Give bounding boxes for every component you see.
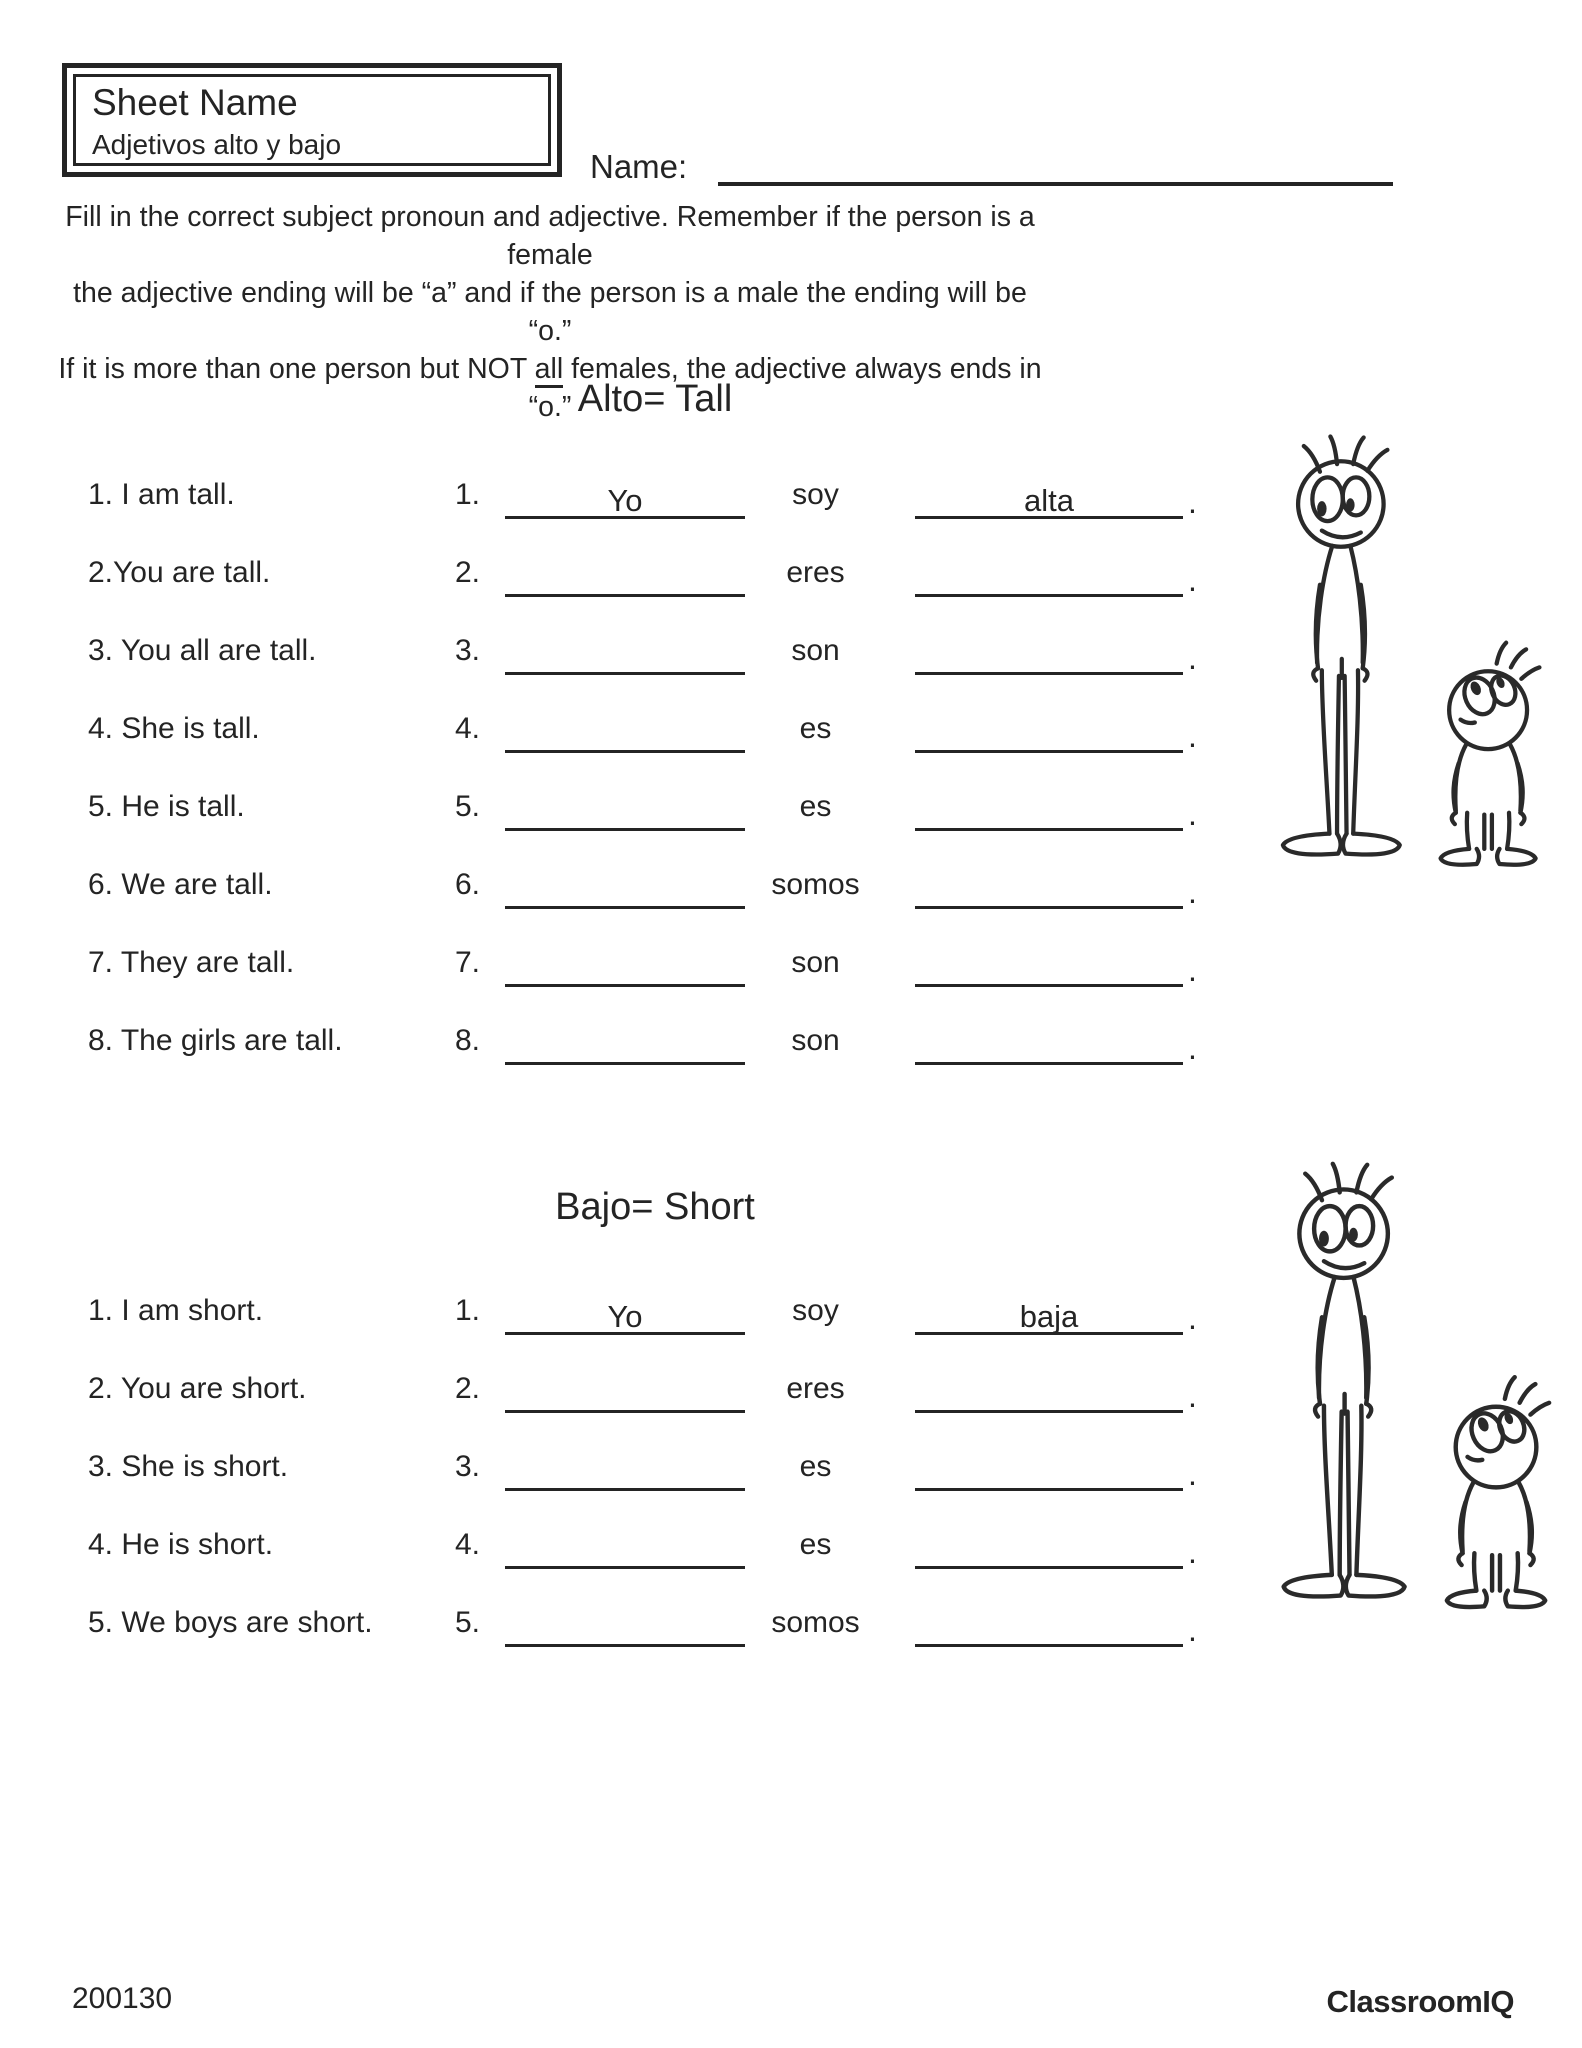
- exercise-number: 2.: [455, 1372, 481, 1405]
- pronoun-blank-line[interactable]: [505, 706, 745, 753]
- sheet-name-label: Sheet Name: [92, 82, 298, 123]
- english-prompt: 7. They are tall.: [88, 946, 295, 979]
- pronoun-blank-line[interactable]: [505, 1288, 745, 1335]
- exercise-row: [88, 862, 1213, 940]
- instructions-line-1: Fill in the correct subject pronoun and adjective. Remember if the person is a female: [65, 201, 1035, 271]
- pronoun-blank-line[interactable]: [505, 628, 745, 675]
- exercise-row: [88, 706, 1213, 784]
- verb-label: son: [791, 946, 840, 979]
- sentence-period: .: [1188, 718, 1197, 754]
- adjective-blank-line[interactable]: [915, 1366, 1183, 1413]
- exercise-row: [88, 1522, 1213, 1600]
- adjective-blank-line[interactable]: [915, 550, 1183, 597]
- english-prompt: 5. He is tall.: [88, 790, 245, 823]
- exercise-number: 3.: [455, 1450, 481, 1483]
- pronoun-blank-line[interactable]: [505, 1522, 745, 1569]
- english-prompt: 3. You all are tall.: [88, 634, 317, 667]
- worksheet-code: 200130: [72, 1982, 173, 2015]
- exercise-row: [88, 1018, 1213, 1096]
- adjective-blank-line[interactable]: [915, 1018, 1183, 1065]
- sheet-title-box: [73, 74, 551, 166]
- exercise-number: 1.: [455, 478, 481, 511]
- pronoun-blank-line[interactable]: [505, 472, 745, 519]
- verb-label: eres: [786, 1372, 845, 1405]
- exercise-row: [88, 1600, 1213, 1678]
- sentence-period: .: [1188, 796, 1197, 832]
- sentence-period: .: [1188, 1378, 1197, 1414]
- sentence-period: .: [1188, 1456, 1197, 1492]
- adjective-blank-line[interactable]: [915, 1288, 1183, 1335]
- name-input-line[interactable]: [718, 140, 1393, 186]
- exercise-number: 2.: [455, 556, 481, 589]
- pronoun-answer: Yo: [607, 1299, 643, 1334]
- english-prompt: 2. You are short.: [88, 1372, 307, 1405]
- pronoun-blank-line[interactable]: [505, 550, 745, 597]
- english-prompt: 6. We are tall.: [88, 868, 273, 901]
- section-rows-alto: [88, 472, 1213, 1096]
- verb-label: es: [799, 712, 832, 745]
- sentence-period: .: [1188, 640, 1197, 676]
- pronoun-blank-line[interactable]: [505, 1018, 745, 1065]
- section-title-alto: Alto= Tall: [577, 378, 733, 420]
- english-prompt: 5. We boys are short.: [88, 1606, 373, 1639]
- worksheet-title: Adjetivos alto y bajo: [92, 129, 342, 160]
- exercise-row: [88, 550, 1213, 628]
- name-label: Name:: [590, 148, 688, 185]
- sentence-period: .: [1188, 1612, 1197, 1648]
- sentence-period: .: [1188, 484, 1197, 520]
- pronoun-blank-line[interactable]: [505, 1444, 745, 1491]
- verb-label: son: [791, 1024, 840, 1057]
- sentence-period: .: [1188, 1300, 1197, 1336]
- verb-label: es: [799, 790, 832, 823]
- exercise-row: [88, 1366, 1213, 1444]
- sentence-period: .: [1188, 874, 1197, 910]
- adjective-blank-line[interactable]: [915, 862, 1183, 909]
- verb-label: soy: [792, 1294, 839, 1327]
- verb-label: somos: [771, 868, 860, 901]
- adjective-blank-line[interactable]: [915, 784, 1183, 831]
- tall-figure-and-short-figure: [1262, 1152, 1557, 1630]
- section-rows-bajo: [88, 1288, 1213, 1678]
- verb-label: es: [799, 1528, 832, 1561]
- adjective-answer: baja: [1019, 1299, 1079, 1334]
- adjective-blank-line[interactable]: [915, 472, 1183, 519]
- verb-label: soy: [792, 478, 839, 511]
- english-prompt: 1. I am tall.: [88, 478, 235, 511]
- sentence-period: .: [1188, 952, 1197, 988]
- instructions-line-3-pre: If it is more than one person but NOT: [58, 353, 535, 385]
- sentence-period: .: [1188, 1030, 1197, 1066]
- english-prompt: 4. She is tall.: [88, 712, 260, 745]
- english-prompt: 3. She is short.: [88, 1450, 289, 1483]
- pronoun-blank-line[interactable]: [505, 862, 745, 909]
- exercise-row: [88, 628, 1213, 706]
- brand-logo: ClassroomIQ: [1326, 1984, 1514, 2019]
- pronoun-blank-line[interactable]: [505, 1366, 745, 1413]
- section-title-bajo: Bajo= Short: [555, 1186, 755, 1228]
- tall-figure-and-short-figure: [1262, 430, 1547, 882]
- sentence-period: .: [1188, 562, 1197, 598]
- exercise-number: 5.: [455, 790, 481, 823]
- verb-label: eres: [786, 556, 845, 589]
- exercise-number: 6.: [455, 868, 481, 901]
- pronoun-blank-line[interactable]: [505, 1600, 745, 1647]
- exercise-row: [88, 1288, 1213, 1366]
- verb-label: somos: [771, 1606, 860, 1639]
- verb-label: es: [799, 1450, 832, 1483]
- instructions-line-3-post: females, the adjective always ends in “o.”: [528, 353, 1042, 423]
- adjective-blank-line[interactable]: [915, 628, 1183, 675]
- instructions-line-3-underlined: all: [535, 353, 564, 388]
- adjective-blank-line[interactable]: [915, 1522, 1183, 1569]
- exercise-number: 4.: [455, 1528, 481, 1561]
- verb-label: son: [791, 634, 840, 667]
- tall-short-figures-illustration-top: [1262, 430, 1547, 882]
- adjective-answer: alta: [1024, 483, 1074, 518]
- english-prompt: 8. The girls are tall.: [88, 1024, 343, 1057]
- adjective-blank-line[interactable]: [915, 706, 1183, 753]
- english-prompt: 4. He is short.: [88, 1528, 274, 1561]
- tall-short-figures-illustration-bottom: [1262, 1152, 1557, 1630]
- exercise-row: [88, 1444, 1213, 1522]
- exercise-row: [88, 784, 1213, 862]
- exercise-number: 1.: [455, 1294, 481, 1327]
- exercise-row: [88, 472, 1213, 550]
- exercise-number: 4.: [455, 712, 481, 745]
- english-prompt: 1. I am short.: [88, 1294, 264, 1327]
- pronoun-answer: Yo: [607, 483, 643, 518]
- adjective-blank-line[interactable]: [915, 1444, 1183, 1491]
- pronoun-blank-line[interactable]: [505, 784, 745, 831]
- exercise-number: 3.: [455, 634, 481, 667]
- exercise-row: [88, 940, 1213, 1018]
- pronoun-blank-line[interactable]: [505, 940, 745, 987]
- english-prompt: 2.You are tall.: [88, 556, 271, 589]
- exercise-number: 7.: [455, 946, 481, 979]
- exercise-number: 8.: [455, 1024, 481, 1057]
- instructions-line-2: the adjective ending will be “a” and if the person is a male the ending will be “o.”: [73, 277, 1027, 347]
- adjective-blank-line[interactable]: [915, 1600, 1183, 1647]
- adjective-blank-line[interactable]: [915, 940, 1183, 987]
- exercise-number: 5.: [455, 1606, 481, 1639]
- sentence-period: .: [1188, 1534, 1197, 1570]
